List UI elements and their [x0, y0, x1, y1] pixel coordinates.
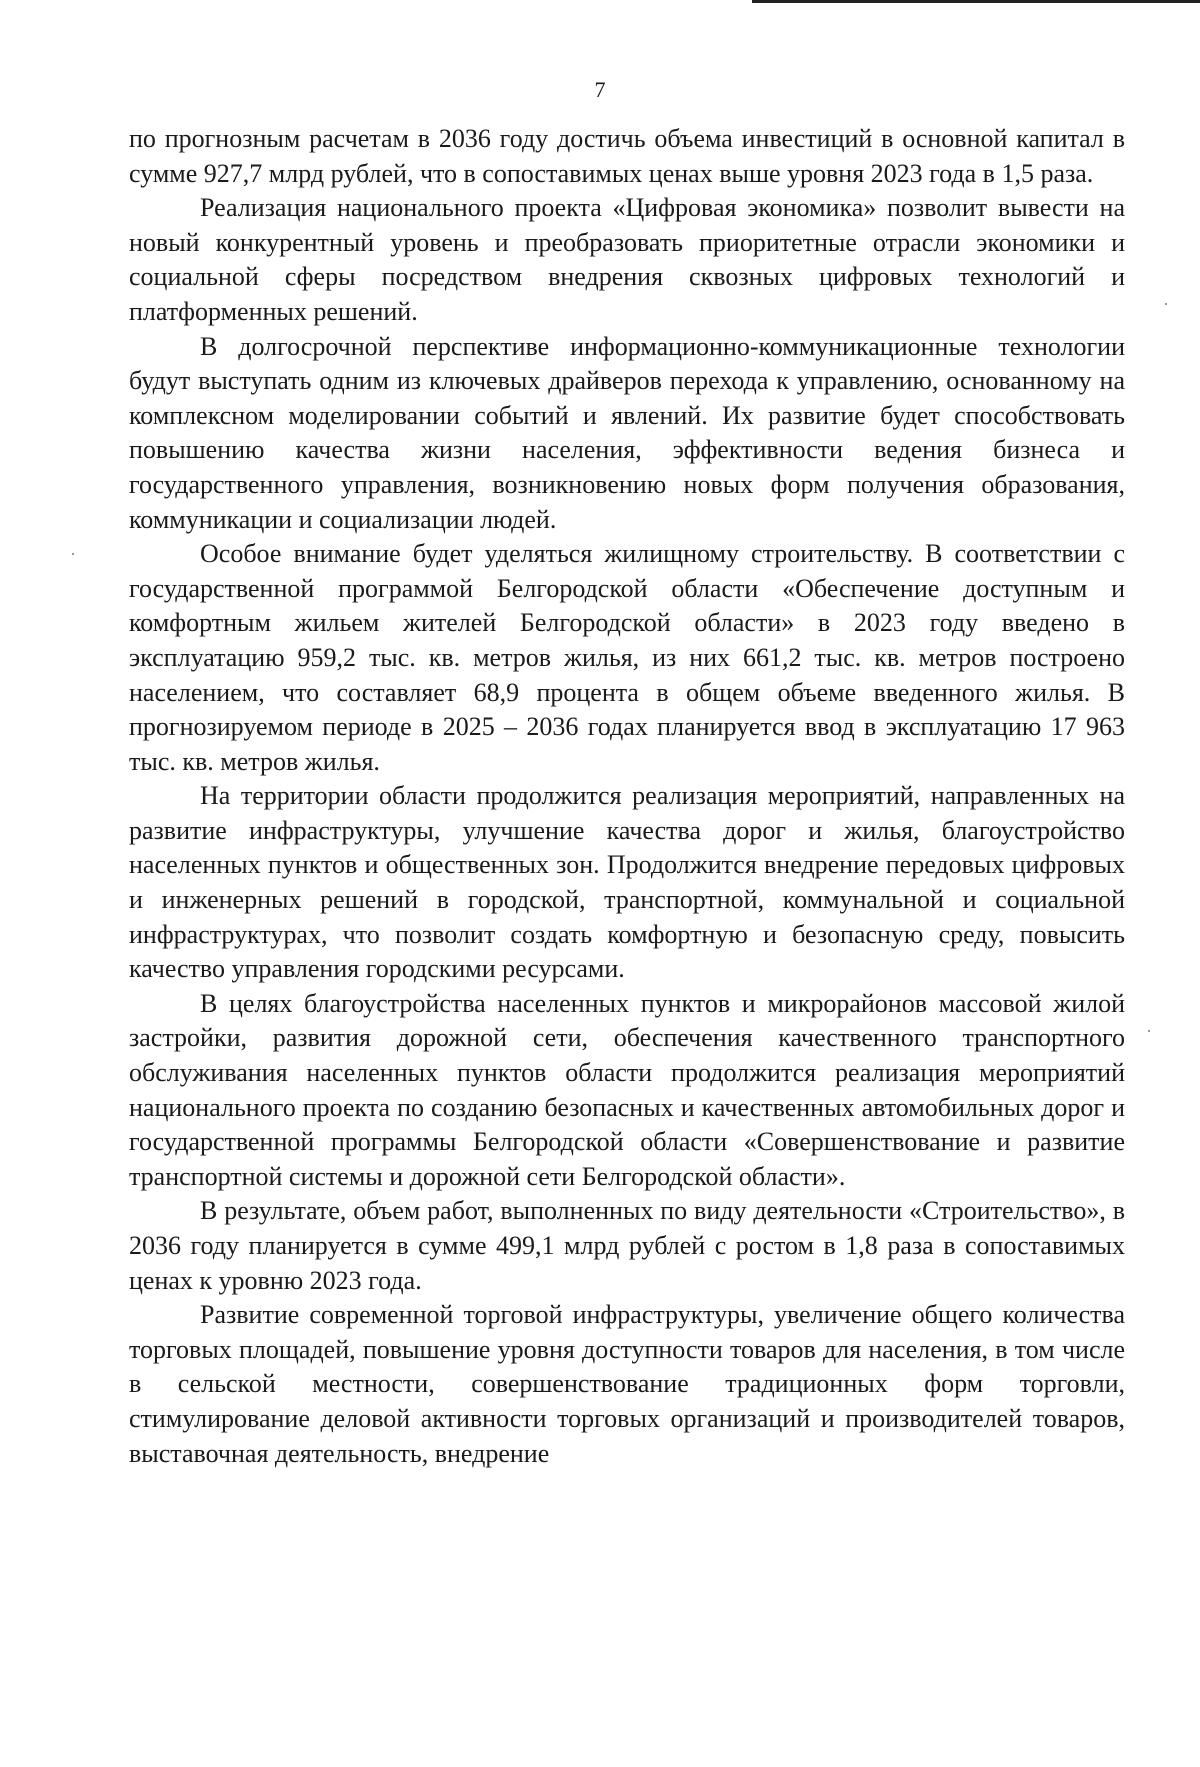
paragraph-8: Развитие современной торговой инфраструктуры, увеличение общего количества торговых площадей, повышение уровня доступности товаров для населения, в том числе в сельской местности, совершенствование традиционных форм торговли, стимулирование деловой активности торговых организаций и производителей товаров, выставочная деятельность, внедрение [129, 1300, 1125, 1468]
top-edge-rule [752, 0, 1200, 3]
scan-speck [72, 553, 74, 555]
paragraph-2: Реализация национального проекта «Цифровая экономика» позволит вывести на новый конкурентный уровень и преобразовать приоритетные отрасли экономики и социальной сферы посредством внедрения сквозных цифровых технологий и платформенных решений. [129, 193, 1125, 326]
scan-speck [1165, 303, 1167, 305]
page-number: 7 [594, 77, 606, 102]
paragraph-5: На территории области продолжится реализация мероприятий, направленных на развитие инфраструктуры, улучшение качества дорог и жилья, благоустройство населенных пунктов и общественных зон. Продолжится внедрение передовых цифровых и инженерных решений в городской, транспортной, коммунальной и социальной инфраструктурах, что позволит создать комфортную и безопасную среду, повысить качество управления городскими ресурсами. [129, 781, 1125, 984]
paragraph-6: В целях благоустройства населенных пунктов и микрорайонов массовой жилой застройки, развития дорожной сети, обеспечения качественного транспортного обслуживания населенных пунктов области продолжится реализация мероприятий национального проекта по созданию безопасных и качественных автомобильных дорог и государственной программы Белгородской области «Совершенствование и развитие транспортной системы и дорожной сети Белгородской области». [129, 988, 1125, 1191]
scan-speck [1148, 1030, 1150, 1032]
paragraph-1: по прогнозным расчетам в 2036 году достичь объема инвестиций в основной капитал в сумме 927,7 млрд рублей, что в сопоставимых ценах выше уровня 2023 года в 1,5 раза. [129, 124, 1125, 188]
paragraph-3: В долгосрочной перспективе информационно-коммуникационные технологии будут выступать одним из ключевых драйверов перехода к управлению, основанному на комплексном моделировании событий и явлений. Их развитие будет способствовать повышению качества жизни населения, эффективности ведения бизнеса и государственного управления, возникновению новых форм получения образования, коммуникации и социализации людей. [129, 331, 1125, 534]
paragraph-7: В результате, объем работ, выполненных по виду деятельности «Строительство», в 2036 году планируется в сумме 499,1 млрд рублей с ростом в 1,8 раза в сопоставимых ценах к уровню 2023 года. [129, 1196, 1125, 1295]
document-body [129, 122, 1125, 1471]
paragraph-4: Особое внимание будет уделяться жилищному строительству. В соответствии с государственной программой Белгородской области «Обеспечение доступным и комфортным жильем жителей Белгородской области» в 2023 году введено в эксплуатацию 959,2 тыс. кв. метров жилья, из них 661,2 тыс. кв. метров построено населением, что составляет 68,9 процента в общем объеме введенного жилья. В прогнозируемом периоде в 2025 – 2036 годах планируется ввод в эксплуатацию 17 963 тыс. кв. метров жилья. [129, 539, 1125, 776]
